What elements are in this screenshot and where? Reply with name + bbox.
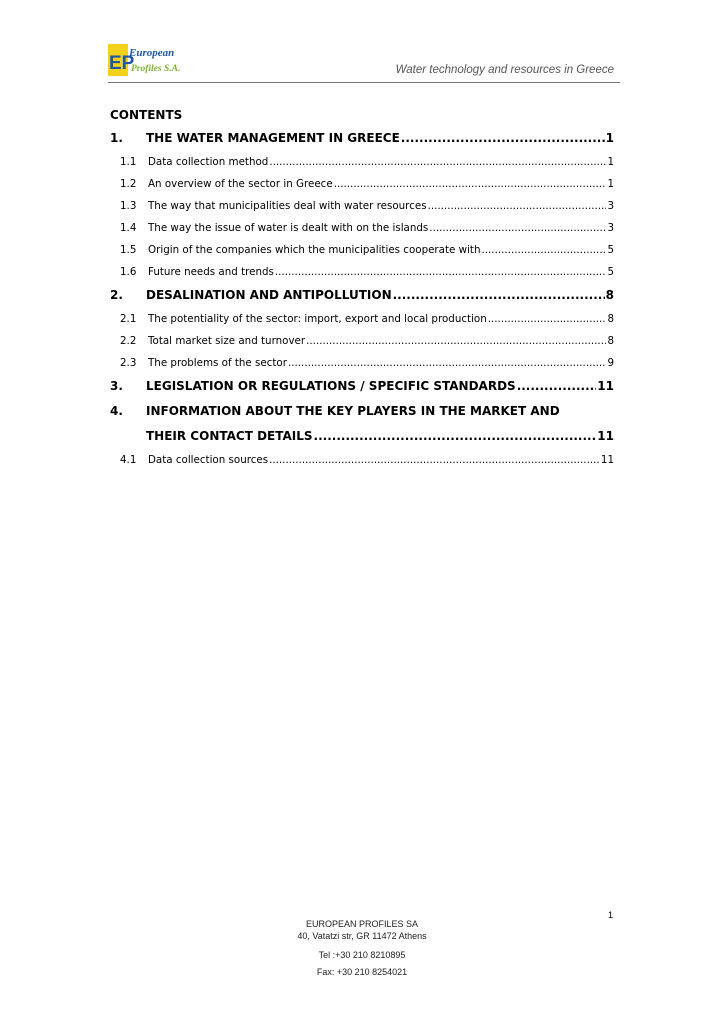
- toc-entry-page: 11: [600, 454, 614, 466]
- toc-entry-page: 3: [607, 200, 614, 212]
- svg-text:EP: EP: [109, 53, 135, 74]
- toc-entry[interactable]: [110, 352, 614, 374]
- toc-entry-title: An overview of the sector in Greece: [148, 178, 333, 190]
- toc-entry-number: 2.3: [120, 357, 137, 369]
- footer-address: 40, Vatatzi str, GR 11472 Athens: [297, 931, 427, 941]
- toc-entry-number: 1.: [110, 131, 123, 145]
- toc-entry[interactable]: [110, 126, 614, 151]
- toc-dot-leader: [269, 151, 606, 173]
- toc-entry-page: 5: [607, 244, 614, 256]
- toc-entry[interactable]: [110, 374, 614, 399]
- toc-entry-title: DESALINATION AND ANTIPOLLUTION: [146, 288, 392, 302]
- toc-entry-number: 1.2: [120, 178, 137, 190]
- toc-dot-leader: [401, 126, 605, 151]
- page-number: 1: [608, 910, 614, 920]
- toc-dot-leader: [269, 449, 600, 471]
- toc-entry-page: 5: [607, 266, 614, 278]
- toc-entry-page: 1: [607, 156, 614, 168]
- toc-entry[interactable]: [110, 330, 614, 352]
- toc-dot-leader: [517, 374, 597, 399]
- toc-dot-leader: [334, 173, 607, 195]
- toc-entry[interactable]: [110, 195, 614, 217]
- toc-entry-title: Data collection method: [148, 156, 269, 168]
- contents-heading: CONTENTS: [110, 108, 183, 122]
- toc-entry[interactable]: [110, 449, 614, 471]
- toc-entry-number: 1.4: [120, 222, 137, 234]
- toc-dot-leader: [488, 308, 607, 330]
- toc-entry-page: 1: [607, 178, 614, 190]
- toc-entry[interactable]: [110, 151, 614, 173]
- toc-entry-page: 1: [605, 131, 614, 145]
- toc-entry-title: LEGISLATION OR REGULATIONS / SPECIFIC STANDARDS: [146, 379, 516, 393]
- toc-entry[interactable]: [110, 424, 614, 449]
- svg-text:European: European: [129, 47, 175, 59]
- toc-entry-number: 1.1: [120, 156, 137, 168]
- toc-dot-leader: [428, 195, 607, 217]
- toc-dot-leader: [429, 217, 606, 239]
- toc-entry-page: 11: [597, 379, 614, 393]
- toc-entry-page: 3: [607, 222, 614, 234]
- toc-entry-page: 9: [607, 357, 614, 369]
- toc-entry-title: The way that municipalities deal with water resources: [148, 200, 427, 212]
- toc-dot-leader: [481, 239, 606, 261]
- toc-entry-title: The problems of the sector: [148, 357, 287, 369]
- toc-entry-title: THEIR CONTACT DETAILS: [146, 429, 313, 443]
- toc-entry-title: Total market size and turnover: [148, 335, 306, 347]
- toc-entry-number: 2.2: [120, 335, 137, 347]
- toc-entry-number: 1.6: [120, 266, 137, 278]
- toc-entry-page: 8: [607, 335, 614, 347]
- document-title: Water technology and resources in Greece: [395, 64, 614, 76]
- toc-entry-title: INFORMATION ABOUT THE KEY PLAYERS IN THE MARKET AND: [146, 404, 560, 418]
- toc-entry[interactable]: [110, 261, 614, 283]
- footer-company: EUROPEAN PROFILES SA: [305, 919, 419, 929]
- toc-dot-leader: [393, 283, 605, 308]
- toc-entry-title: Origin of the companies which the municipalities cooperate with: [148, 244, 481, 256]
- toc-entry-title: The way the issue of water is dealt with on the islands: [148, 222, 429, 234]
- toc-entry[interactable]: [110, 399, 614, 424]
- toc-entry-number: 3.: [110, 379, 123, 393]
- toc-entry-title: Data collection sources: [148, 454, 269, 466]
- toc-entry-number: 4.: [110, 404, 123, 418]
- toc-entry-number: 1.3: [120, 200, 137, 212]
- toc-entry[interactable]: [110, 239, 614, 261]
- toc-dot-leader: [288, 352, 606, 374]
- toc-entry-number: 4.1: [120, 454, 137, 466]
- toc-entry[interactable]: [110, 283, 614, 308]
- toc-entry-number: 2.1: [120, 313, 137, 325]
- toc-entry-title: Future needs and trends: [148, 266, 274, 278]
- toc-entry-title: The potentiality of the sector: import, export and local production: [148, 313, 487, 325]
- toc-entry-title: THE WATER MANAGEMENT IN GREECE: [146, 131, 400, 145]
- logo-graphic: [108, 42, 188, 78]
- footer: [0, 918, 724, 978]
- toc-entry[interactable]: [110, 173, 614, 195]
- toc-entry[interactable]: [110, 217, 614, 239]
- toc-dot-leader: [306, 330, 606, 352]
- toc-dot-leader: [275, 261, 607, 283]
- table-of-contents: [110, 126, 614, 471]
- footer-fax: Fax: +30 210 8254021: [316, 967, 408, 977]
- toc-entry-number: 2.: [110, 288, 123, 302]
- footer-tel: Tel :+30 210 8210895: [318, 950, 406, 960]
- toc-entry-number: 1.5: [120, 244, 137, 256]
- toc-entry-page: 8: [607, 313, 614, 325]
- toc-entry-page: 11: [597, 429, 614, 443]
- toc-dot-leader: [314, 424, 597, 449]
- toc-entry[interactable]: [110, 308, 614, 330]
- toc-entry-page: 8: [605, 288, 614, 302]
- company-logo: [108, 42, 188, 78]
- header-divider: [108, 82, 620, 83]
- svg-text:Profiles S.A.: Profiles S.A.: [131, 64, 181, 74]
